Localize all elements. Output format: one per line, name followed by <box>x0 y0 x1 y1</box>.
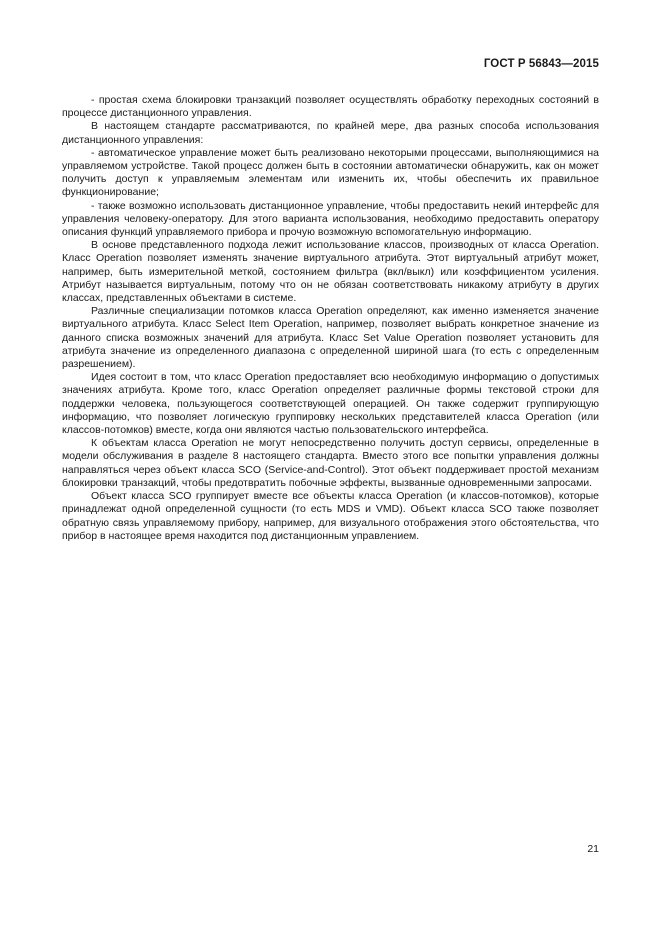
document-body <box>62 94 599 543</box>
paragraph-operation-class: В основе представленного подхода лежит использование классов, производных от класса Operation. Класс Operation позволяет изменять значение виртуального атрибута. Этот виртуальный атрибут может, например, быть измерительной меткой, состоянием фильтра (вкл/выкл) или коэффициентом усиления. Атрибут называется виртуальным, потому что он не обязан соответствовать никакому атрибуту в других классах, представленных объектами в системе. <box>62 239 599 305</box>
paragraph-operator-interface: - также возможно использовать дистанционное управление, чтобы предоставить некий интерфейс для управления человеку-оператору. Для этого варианта использования, необходимо предоставить оператору описания функций управляемого прибора и прочую возможную вспомогательную информацию. <box>62 199 599 239</box>
page-number: 21 <box>587 843 599 855</box>
paragraph-operation-idea: Идея состоит в том, что класс Operation предоставляет всю необходимую информацию о допустимых значениях атрибута. Кроме того, класс Operation определяет различные формы текстовой строки для поддержки человека, пользующегося соответствующей операцией. Он также содержит группирующую информацию, что позволяет логическую группировку нескольких представителей класса Operation (или классов-потомков) вместе, когда они являются частью пользовательского интерфейса. <box>62 371 599 437</box>
paragraph-transaction-lock: - простая схема блокировки транзакций позволяет осуществлять обработку переходных состояний в процессе дистанционного управления. <box>62 94 599 120</box>
paragraph-operation-specializations: Различные специализации потомков класса Operation определяют, как именно изменяется значение виртуального атрибута. Класс Select Item Operation, например, позволяет выбрать конкретное значение из данного списка возможных значений для атрибута. Класс Set Value Operation позволяет установить для атрибута значение из определенного диапазона с определенной шириной шага (то есть с определенным разрешением). <box>62 305 599 371</box>
paragraph-automatic-control: - автоматическое управление может быть реализовано некоторыми процессами, выполняющимися на управляемом устройстве. Такой процесс должен быть в состоянии автоматически обнаружить, как он может получить доступ к управляемым элементам или изменить их, чтобы обеспечить их правильное функционирование; <box>62 146 599 199</box>
paragraph-control-methods-intro: В настоящем стандарте рассматриваются, по крайней мере, два разных способа использования дистанционного управления: <box>62 120 599 146</box>
paragraph-sco-grouping: Объект класса SCO группирует вместе все объекты класса Operation (и классов-потомков), которые принадлежат одной определенной сущности (то есть MDS и VMD). Объект класса SCO также позволяет обратную связь управляемому прибору, например, для визуального отображения этого обстоятельства, что прибор в настоящее время находится под дистанционным управлением. <box>62 490 599 542</box>
paragraph-sco-access: К объектам класса Operation не могут непосредственно получить доступ сервисы, определенные в модели обслуживания в разделе 8 настоящего стандарта. Вместо этого все попытки управления должны направляться через объект класса SCO (Service-and-Control). Этот объект поддерживает простой механизм блокировки транзакций, чтобы предотвратить побочные эффекты, вызванные одновременными запросами. <box>62 437 599 489</box>
document-header: ГОСТ Р 56843—2015 <box>483 58 599 70</box>
